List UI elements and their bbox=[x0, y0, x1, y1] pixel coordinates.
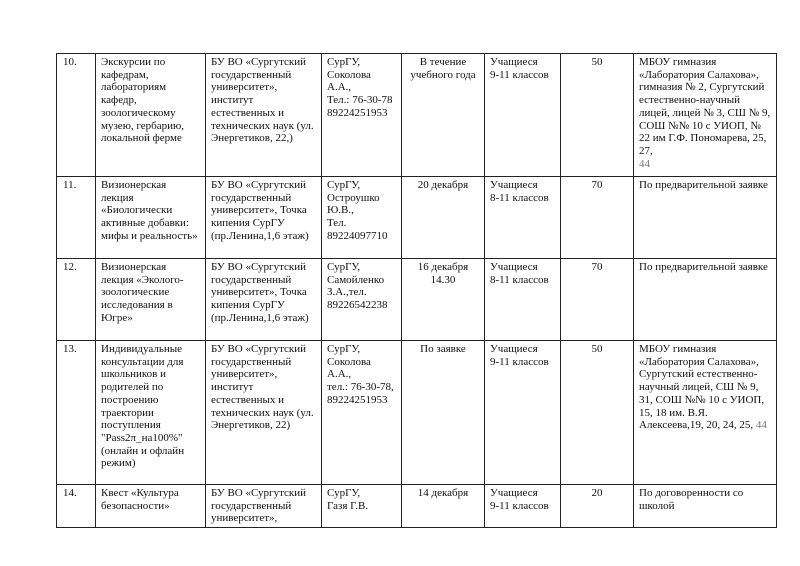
contact-line: Тел.: 76-30-78 bbox=[327, 94, 393, 107]
organizer: БУ ВО «Сургутский государственный университет», Точка кипения СурГУ (пр.Ленина,1,6 этаж) bbox=[206, 177, 322, 259]
contact-line: Соколова А.А., bbox=[327, 355, 374, 381]
participants-text: МБОУ гимназия «Лаборатория Салахова», Сургутский естественно-научный лицей, СШ № 9, 31, СОШ №№ 10 с УИОП, 15, 18 им. В.Я. Алексеева,19, 20, 24, 25, bbox=[639, 343, 765, 432]
event-date bbox=[402, 485, 485, 528]
audience-line: 8-11 классов bbox=[490, 273, 549, 286]
participants bbox=[634, 485, 777, 528]
participant-count: 50 bbox=[561, 341, 634, 485]
contact-line: 89226542238 bbox=[327, 299, 388, 312]
event-date bbox=[402, 177, 485, 259]
audience-line: 9-11 классов bbox=[490, 68, 549, 81]
audience bbox=[485, 259, 561, 341]
audience-line: Учащиеся bbox=[490, 487, 538, 499]
row-number: 10. bbox=[57, 54, 96, 177]
participants-text: По предварительной заявке bbox=[639, 179, 768, 191]
contact-line: СурГУ, bbox=[327, 179, 361, 191]
date-line: В течение bbox=[419, 56, 467, 68]
organizer: БУ ВО «Сургутский государственный университет», институт естественных и технических наук (ул. Энергетиков, 22) bbox=[206, 341, 322, 485]
participant-count: 50 bbox=[561, 54, 634, 177]
contact-line: СурГУ, bbox=[327, 343, 361, 355]
participants-tail: 44 bbox=[755, 419, 767, 432]
event-date bbox=[402, 341, 485, 485]
event-title: Визионерская лекция «Эколого-зоологические исследования в Югре» bbox=[96, 259, 206, 341]
contact-line: Тел. bbox=[327, 217, 347, 230]
audience-line: Учащиеся bbox=[490, 343, 538, 355]
date-line: учебного года bbox=[410, 68, 476, 81]
contact-line: Газя Г.В. bbox=[327, 499, 369, 512]
table-row bbox=[57, 177, 777, 259]
table-row bbox=[57, 54, 777, 177]
audience-line: 9-11 классов bbox=[490, 499, 549, 512]
participants-tail: 44 bbox=[639, 157, 650, 170]
table-row bbox=[57, 259, 777, 341]
contact-line: 89224097710 bbox=[327, 229, 388, 242]
contact-line: 89224251953 bbox=[327, 106, 388, 119]
contact-line: Остроушко bbox=[327, 191, 380, 204]
audience-line: Учащиеся bbox=[490, 261, 538, 273]
row-number: 14. bbox=[57, 485, 96, 528]
events-table bbox=[56, 53, 777, 528]
row-number: 12. bbox=[57, 259, 96, 341]
audience-line: Учащиеся bbox=[490, 179, 538, 191]
organizer: БУ ВО «Сургутский государственный университет», институт естественных и технических наук (ул. Энергетиков, 22,) bbox=[206, 54, 322, 177]
participants-text: По предварительной заявке bbox=[639, 261, 768, 273]
event-date bbox=[402, 259, 485, 341]
table-row bbox=[57, 485, 777, 528]
event-title: Экскурсии по кафедрам, лабораториям кафедр, зоологическому музею, гербарию, локальной ферме bbox=[96, 54, 206, 177]
participant-count: 70 bbox=[561, 259, 634, 341]
organizer: БУ ВО «Сургутский государственный университет», bbox=[206, 485, 322, 528]
contact-line: Ю.В., bbox=[327, 204, 354, 217]
contact bbox=[322, 54, 402, 177]
date-line: 14 декабря bbox=[417, 487, 469, 499]
participants-text: МБОУ гимназия «Лаборатория Салахова», гимназия № 2, Сургутский естественно-научный лицей, лицей № 3, СШ № 9, СОШ №№ 10 с УИОП, № 22 им Г.Ф. Пономарева, 25, 27, bbox=[639, 56, 771, 157]
audience-line: 9-11 классов bbox=[490, 355, 549, 368]
participants bbox=[634, 259, 777, 341]
contact-line: 89224251953 bbox=[327, 393, 388, 406]
event-title: Индивидуальные консультации для школьников и родителей по построению траектории поступления "Pass2π_на100%" (онлайн и офлайн режим) bbox=[96, 341, 206, 485]
audience bbox=[485, 54, 561, 177]
contact-line: тел.: 76-30-78, bbox=[327, 381, 394, 394]
event-title: Квест «Культура безопасности» bbox=[96, 485, 206, 528]
participants-text: По договоренности со школой bbox=[639, 487, 744, 512]
contact bbox=[322, 485, 402, 528]
date-line: 16 декабря bbox=[417, 261, 469, 273]
audience-line: Учащиеся bbox=[490, 56, 538, 68]
contact bbox=[322, 177, 402, 259]
contact bbox=[322, 259, 402, 341]
participant-count: 20 bbox=[561, 485, 634, 528]
contact bbox=[322, 341, 402, 485]
date-line: 14.30 bbox=[430, 273, 456, 286]
contact-line: СурГУ, bbox=[327, 56, 361, 68]
contact-line: СурГУ, bbox=[327, 487, 361, 499]
contact-line: З.А.,тел. bbox=[327, 286, 367, 299]
participant-count: 70 bbox=[561, 177, 634, 259]
participants bbox=[634, 177, 777, 259]
table-row bbox=[57, 341, 777, 485]
row-number: 13. bbox=[57, 341, 96, 485]
contact-line: Соколова А.А., bbox=[327, 68, 374, 94]
event-date bbox=[402, 54, 485, 177]
date-line: По заявке bbox=[420, 343, 466, 355]
participants bbox=[634, 54, 777, 177]
audience bbox=[485, 177, 561, 259]
audience-line: 8-11 классов bbox=[490, 191, 549, 204]
audience bbox=[485, 485, 561, 528]
contact-line: Самойленко bbox=[327, 273, 385, 286]
event-title: Визионерская лекция «Биологически активные добавки: мифы и реальность» bbox=[96, 177, 206, 259]
row-number: 11. bbox=[57, 177, 96, 259]
participants bbox=[634, 341, 777, 485]
organizer: БУ ВО «Сургутский государственный университет», Точка кипения СурГУ (пр.Ленина,1,6 этаж) bbox=[206, 259, 322, 341]
date-line: 20 декабря bbox=[417, 179, 469, 191]
contact-line: СурГУ, bbox=[327, 261, 361, 273]
audience bbox=[485, 341, 561, 485]
